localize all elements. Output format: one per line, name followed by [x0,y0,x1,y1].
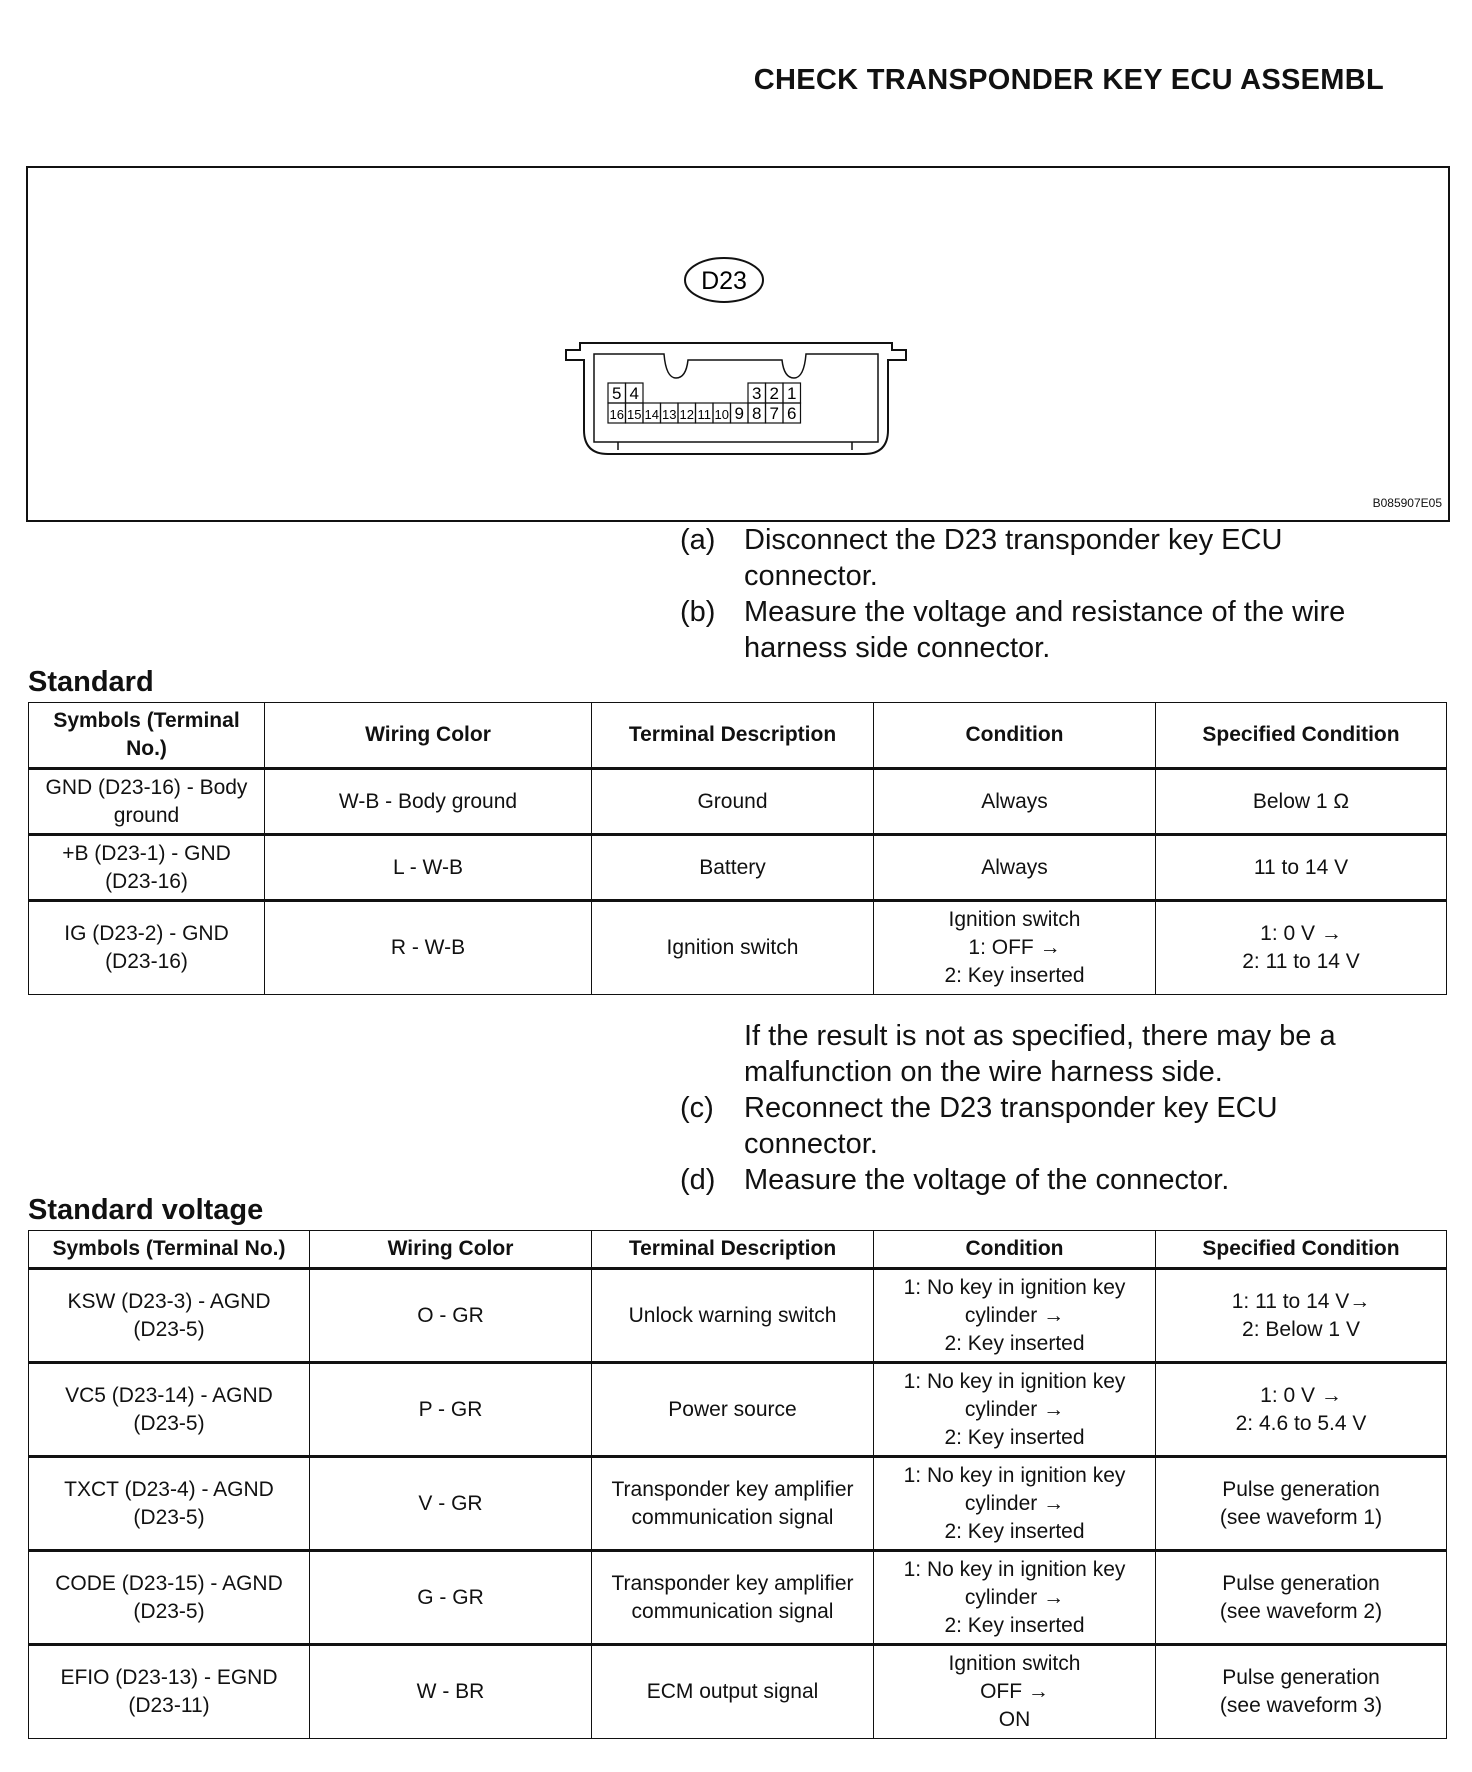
cell-line: (D23-11) [128,1694,210,1717]
cell-line: Transponder key amplifier [611,1477,854,1501]
cell-line: cylinder → [964,1397,1065,1421]
table-cell [29,1363,310,1457]
cell-line: Symbols (Terminal No.) [52,1237,286,1260]
table-cell [874,1269,1156,1363]
cell-line: (see waveform 1) [1219,1505,1383,1529]
step-text [744,1162,1400,1198]
table-cell [310,1457,592,1551]
cell-line: R - W-B [390,936,466,959]
table-cell [29,1457,310,1551]
table-cell [265,769,592,835]
table-cell [29,769,265,835]
cell-line: 1: No key in ignition key [903,1275,1126,1299]
step-label: (d) [680,1164,716,1196]
cell-line: Below 1 Ω [1252,789,1350,813]
pin-number: 8 [752,404,762,423]
column-header [1156,1231,1447,1269]
step-text-line: connector. [744,1128,878,1160]
cell-line: 2: Key inserted [944,1613,1085,1637]
table-cell [1156,1269,1447,1363]
cell-line: Wiring Color [365,723,491,746]
table-cell [265,901,592,995]
table-cell [29,835,265,901]
result-note [680,1018,1400,1090]
cell-line: 2: Key inserted [944,1331,1085,1355]
table-row [29,1551,1447,1645]
table-row [29,1645,1447,1739]
cell-line: cylinder → [964,1491,1065,1515]
cell-line: OFF → [980,1680,1049,1703]
table-cell [592,835,874,901]
column-header [592,1231,874,1269]
step-label: (a) [680,524,716,556]
table-cell [1156,769,1447,835]
cell-line: Ignition switch [948,1652,1081,1675]
pin-number: 5 [612,384,622,403]
table-cell [1156,1551,1447,1645]
column-header [29,703,265,769]
table-cell [874,901,1156,995]
standard-voltage-title: Standard voltage [28,1194,264,1226]
cell-line: +B (D23-1) - GND [62,841,231,865]
step-text-line: Reconnect the D23 transponder key ECU [744,1092,1278,1124]
cell-line: 2: 11 to 14 V [1242,950,1360,973]
cell-line: cylinder → [964,1303,1065,1327]
cell-line: L - W-B [392,855,463,879]
step-label: (c) [680,1092,714,1124]
cell-line: cylinder → [964,1585,1065,1609]
cell-line: Pulse generation [1222,1571,1380,1595]
cell-line: 1: 0 V → [1260,922,1342,945]
cell-line: (D23-16) [105,950,188,973]
cell-line: P - GR [418,1397,483,1421]
cell-line: 1: 11 to 14 V→ [1231,1289,1371,1313]
cell-line: Pulse generation [1222,1666,1380,1689]
instruction-steps-a [680,522,1400,666]
table-cell [1156,1363,1447,1457]
cell-line: 2: Key inserted [944,1519,1085,1543]
cell-line: 11 to 14 V [1253,855,1349,879]
column-header [592,703,874,769]
step-text-line: Measure the voltage of the connector. [744,1164,1230,1196]
cell-line: Transponder key amplifier [611,1571,854,1595]
cell-line: 1: No key in ignition key [903,1463,1126,1487]
figure-id: B085907E05 [1372,496,1442,510]
table-cell [592,769,874,835]
step-label: (b) [680,596,716,628]
cell-line: Specified Condition [1202,723,1400,746]
cell-line: 2: Key inserted [944,964,1085,987]
pin-number: 11 [697,407,711,422]
table-cell [592,1269,874,1363]
table-cell [592,1363,874,1457]
step-text [744,522,1400,594]
pin-number: 4 [629,384,639,403]
pin-number: 2 [769,384,779,403]
pin-number: 16 [609,407,624,422]
step-text [744,1090,1400,1162]
standard-table [28,702,1447,995]
cell-line: (D23-16) [105,869,188,893]
step-text-line: harness side connector. [744,632,1051,664]
step-text-line: Measure the voltage and resistance of the wire [744,596,1346,628]
cell-line: ECM output signal [646,1680,819,1703]
cell-line: Condition [965,723,1064,746]
pin-number: 13 [662,407,677,422]
page-title: CHECK TRANSPONDER KEY ECU ASSEMBL [753,64,1384,96]
cell-line: Always [981,789,1048,813]
cell-line: Ground [697,789,768,813]
table-cell [1156,901,1447,995]
table-cell [592,1457,874,1551]
table-cell [29,1551,310,1645]
cell-line: 1: No key in ignition key [903,1369,1126,1393]
cell-line: communication signal [631,1599,834,1623]
table-cell [1156,1645,1447,1739]
table-row [29,1457,1447,1551]
cell-line: Battery [699,855,766,879]
cell-line: No.) [126,737,167,760]
cell-line: (D23-5) [133,1411,205,1435]
pin-number: 6 [787,404,797,423]
cell-line: Terminal Description [628,1237,837,1260]
cell-line: 1: OFF → [968,936,1061,959]
connector-label: D23 [701,267,747,295]
table-header-row [29,703,1447,769]
pin-grid [608,383,801,423]
cell-line: (D23-5) [133,1599,205,1623]
cell-line: ON [998,1708,1031,1731]
cell-line: ground [113,803,180,827]
table-cell [874,1645,1156,1739]
cell-line: Pulse generation [1222,1477,1380,1501]
table-cell [29,901,265,995]
cell-line: KSW (D23-3) - AGND [67,1289,271,1313]
pin-number: 10 [714,407,729,422]
cell-line: (see waveform 3) [1219,1694,1383,1717]
step-text [744,594,1400,666]
cell-line: 1: No key in ignition key [903,1557,1126,1581]
table-cell [874,1363,1156,1457]
connector-diagram [28,168,1448,520]
table-row [29,901,1447,995]
cell-line: V - GR [418,1491,483,1515]
column-header [874,1231,1156,1269]
column-header [29,1231,310,1269]
pin-number: 14 [644,407,659,422]
table-cell [310,1269,592,1363]
table-cell [310,1645,592,1739]
cell-line: Always [981,855,1048,879]
standard-title: Standard [28,666,154,698]
table-row [29,1269,1447,1363]
cell-line: Ignition switch [666,936,799,959]
connector-latch [618,442,852,450]
cell-line: G - GR [417,1585,484,1609]
table-row [29,769,1447,835]
table-cell [29,1269,310,1363]
pin-number: 1 [787,384,797,403]
pin-number: 15 [627,407,642,422]
cell-line: CODE (D23-15) - AGND [55,1571,283,1595]
cell-line: VC5 (D23-14) - AGND [65,1383,273,1407]
table-cell [874,1551,1156,1645]
cell-line: O - GR [417,1303,484,1327]
cell-line: 2: Key inserted [944,1425,1085,1449]
instruction-step [680,1090,1400,1162]
cell-line: W-B - Body ground [338,789,518,813]
table-cell [592,1551,874,1645]
table-cell [874,1457,1156,1551]
cell-line: (D23-5) [133,1505,205,1529]
pin-number: 12 [679,407,694,422]
cell-line: Power source [668,1397,797,1421]
table-cell [1156,835,1447,901]
column-header [310,1231,592,1269]
cell-line: Terminal Description [628,723,837,746]
instruction-step [680,594,1400,666]
instruction-steps-b [680,1018,1400,1198]
instruction-step [680,522,1400,594]
table-cell [592,1645,874,1739]
table-cell [265,835,592,901]
cell-line: TXCT (D23-4) - AGND [64,1477,274,1501]
cell-line: 2: 4.6 to 5.4 V [1235,1411,1367,1435]
cell-line: Wiring Color [387,1237,514,1260]
connector-figure [26,166,1450,522]
pin-number: 9 [734,404,744,423]
cell-line: EFIO (D23-13) - EGND [60,1666,278,1689]
table-cell [592,901,874,995]
cell-line: 2: Below 1 V [1242,1317,1360,1341]
cell-line: (see waveform 2) [1219,1599,1383,1623]
table-header-row [29,1231,1447,1269]
cell-line: (D23-5) [133,1317,205,1341]
table-cell [1156,1457,1447,1551]
cell-line: IG (D23-2) - GND [64,922,229,945]
table-row [29,1363,1447,1457]
cell-line: Symbols (Terminal [53,709,240,732]
column-header [874,703,1156,769]
table-row [29,835,1447,901]
table-cell [310,1363,592,1457]
cell-line: communication signal [631,1505,834,1529]
table-cell [874,835,1156,901]
column-header [265,703,592,769]
step-text-line: Disconnect the D23 transponder key ECU [744,524,1283,556]
cell-line: GND (D23-16) - Body [45,775,248,799]
table-cell [310,1551,592,1645]
note-line: malfunction on the wire harness side. [744,1056,1223,1088]
instruction-step [680,1162,1400,1198]
cell-line: Specified Condition [1202,1237,1400,1260]
cell-line: Unlock warning switch [628,1303,837,1327]
step-text-line: connector. [744,560,878,592]
table-cell [29,1645,310,1739]
column-header [1156,703,1447,769]
pin-number: 7 [769,404,779,423]
table-cell [874,769,1156,835]
cell-line: W - BR [416,1680,485,1703]
cell-line: Ignition switch [948,908,1081,931]
cell-line: 1: 0 V → [1260,1383,1342,1407]
pin-number: 3 [752,384,762,403]
cell-line: Condition [965,1237,1064,1260]
note-line: If the result is not as specified, there may be a [744,1020,1336,1052]
standard-voltage-table [28,1230,1447,1739]
